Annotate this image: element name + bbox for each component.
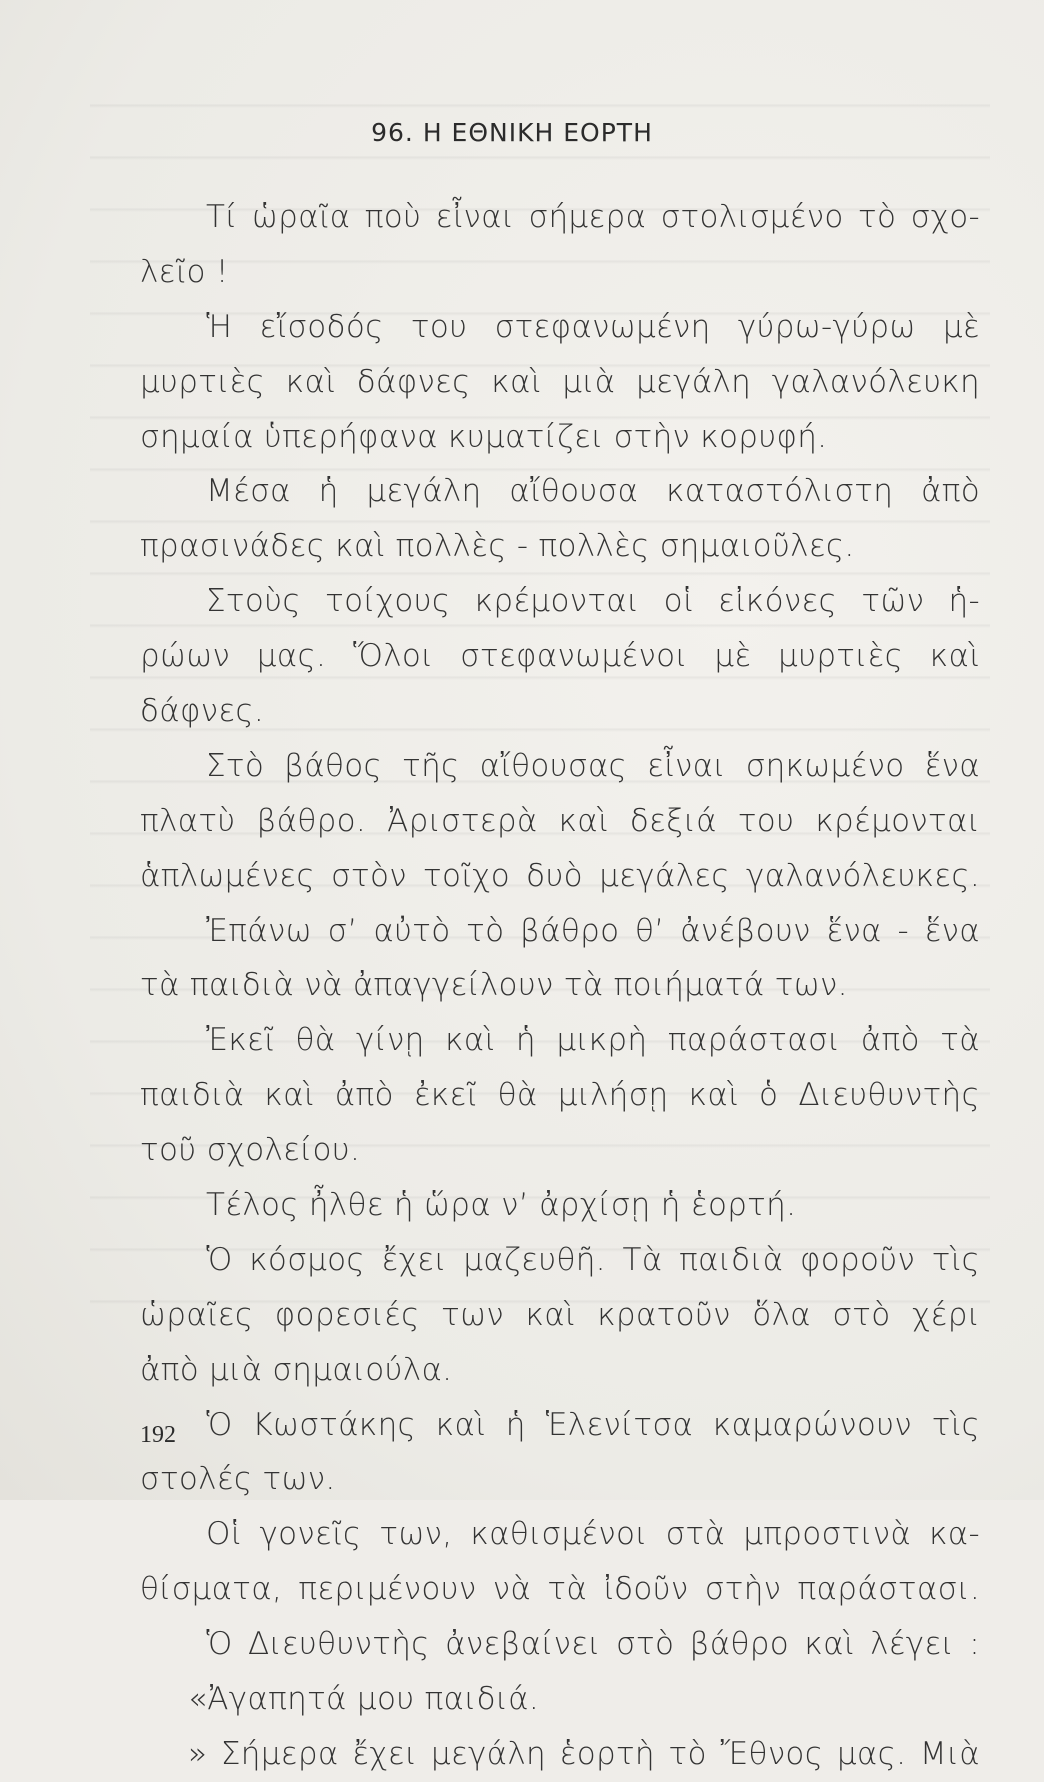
text-line: Στοὺς τοίχους κρέμονται οἱ εἰκόνες τῶν ἡ- bbox=[206, 583, 980, 620]
page-number: 192 bbox=[140, 1422, 176, 1448]
text-line: στολές των. bbox=[140, 1461, 336, 1498]
text-line: τὰ παιδιὰ νὰ ἀπαγγείλουν τὰ ποιήματά των. bbox=[140, 967, 848, 1004]
text-line: Ὁ Κωστάκης καὶ ἡ Ἑλενίτσα καμαρώνουν τὶς bbox=[206, 1406, 980, 1443]
text-line: » Σήμερα ἔχει μεγάλη ἑορτὴ τὸ Ἔθνος μας. Μιὰ bbox=[188, 1735, 980, 1772]
text-line: δάφνες. bbox=[140, 693, 265, 730]
text-line: Ἡ εἴσοδός του στεφανωμένη γύρω-γύρω μὲ bbox=[206, 308, 980, 345]
text-line: Τί ὡραῖα ποὺ εἶναι σήμερα στολισμένο τὸ σχο- bbox=[206, 199, 980, 235]
text-line: ἁπλωμένες στὸν τοῖχο δυὸ μεγάλες γαλανόλευκες. bbox=[140, 857, 980, 894]
text-line: πλατὺ βάθρο. Ἀριστερὰ καὶ δεξιά του κρέμονται bbox=[140, 802, 980, 839]
text-line: πρασινάδες καὶ πολλὲς - πολλὲς σημαιοῦλες. bbox=[140, 528, 855, 565]
text-line: μυρτιὲς καὶ δάφνες καὶ μιὰ μεγάλη γαλανόλευκη bbox=[140, 363, 980, 400]
text-line: Στὸ βάθος τῆς αἴθουσας εἶναι σηκωμένο ἕνα bbox=[206, 747, 980, 784]
text-line: Ἐπάνω σ’ αὐτὸ τὸ βάθρο θ’ ἀνέβουν ἕνα - ἕνα bbox=[206, 912, 980, 949]
text-line: Μέσα ἡ μεγάλη αἴθουσα καταστόλιστη ἀπὸ bbox=[206, 473, 980, 510]
text-line: σημαία ὑπερήφανα κυματίζει στὴν κορυφή. bbox=[140, 418, 828, 455]
text-line: τοῦ σχολείου. bbox=[140, 1132, 361, 1169]
text-line: παιδιὰ καὶ ἀπὸ ἐκεῖ θὰ μιλήσῃ καὶ ὁ Διευθυντὴς bbox=[140, 1077, 980, 1114]
text-line: θίσματα, περιμένουν νὰ τὰ ἰδοῦν στὴν παράστασι. bbox=[140, 1571, 980, 1608]
text-line: Ὁ κόσμος ἔχει μαζευθῆ. Τὰ παιδιὰ φοροῦν τὶς bbox=[206, 1241, 980, 1278]
text-line: Ὁ Διευθυντὴς ἀνεβαίνει στὸ βάθρο καὶ λέγει : bbox=[206, 1626, 980, 1663]
text-line: Οἱ γονεῖς των, καθισμένοι στὰ μπροστινὰ κα- bbox=[206, 1516, 980, 1553]
text-line: Ἐκεῖ θὰ γίνῃ καὶ ἡ μικρὴ παράστασι ἀπὸ τὰ bbox=[206, 1022, 980, 1059]
text-line: ἀπὸ μιὰ σημαιούλα. bbox=[140, 1351, 453, 1388]
text-line: ρώων μας. Ὅλοι στεφανωμένοι μὲ μυρτιὲς καὶ bbox=[140, 638, 980, 675]
body-text bbox=[140, 190, 980, 1782]
text-line: Τέλος ἦλθε ἡ ὥρα ν’ ἀρχίσῃ ἡ ἑορτή. bbox=[206, 1187, 797, 1224]
text-line: «Ἀγαπητά μου παιδιά. bbox=[188, 1681, 540, 1718]
text-line: ὡραῖες φορεσιές των καὶ κρατοῦν ὅλα στὸ χέρι bbox=[140, 1296, 980, 1333]
text-line: λεῖο ! bbox=[140, 253, 229, 290]
chapter-title: 96. Η ΕΘΝΙΚΗ ΕΟΡΤΗ bbox=[371, 118, 653, 147]
